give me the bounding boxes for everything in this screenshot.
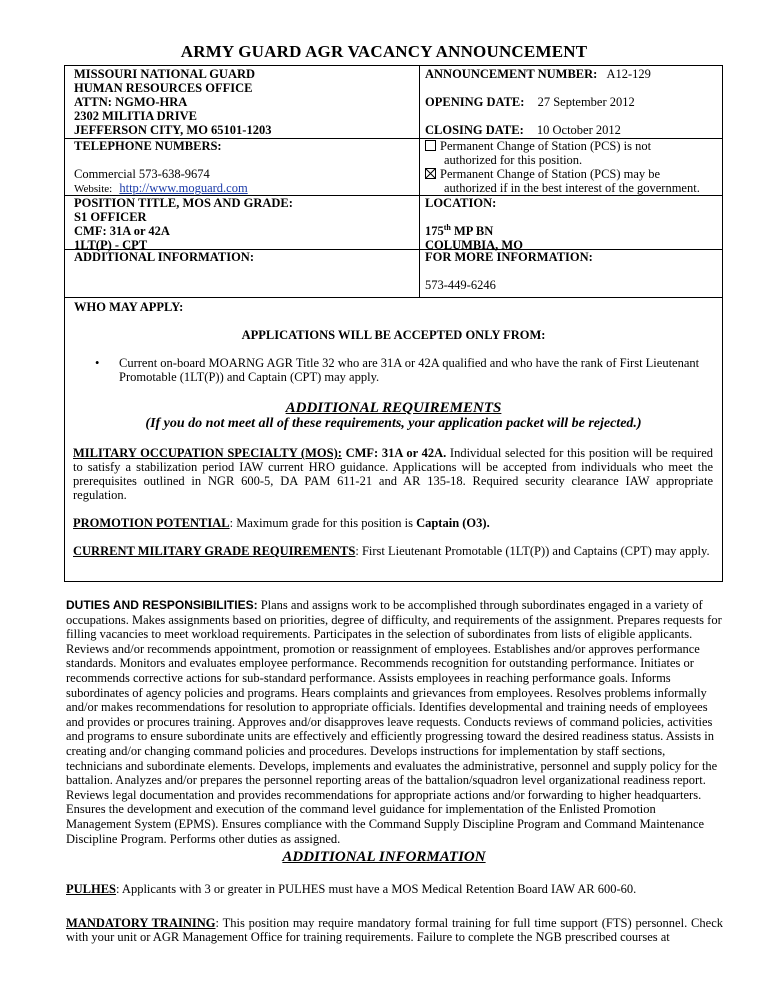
announcement-number-value: A12-129 xyxy=(606,67,651,81)
office-line: JEFFERSON CITY, MO 65101-1203 xyxy=(74,123,272,137)
office-line: 2302 MILITIA DRIVE xyxy=(74,109,197,123)
duties-label: DUTIES AND RESPONSIBILITIES: xyxy=(66,598,258,612)
commercial-phone: Commercial 573-638-9674 xyxy=(74,167,210,181)
position-section xyxy=(74,196,293,252)
closing-date xyxy=(425,123,621,137)
website-label: Website: xyxy=(74,183,113,195)
location-section xyxy=(425,196,523,252)
training-label: MANDATORY TRAINING xyxy=(66,916,216,930)
promotion-text: : Maximum grade for this position is xyxy=(229,516,417,530)
location-unit-number: 175 xyxy=(425,224,444,238)
duties-section xyxy=(66,598,723,846)
office-line: MISSOURI NATIONAL GUARD xyxy=(74,67,256,81)
opening-date-label: OPENING DATE: xyxy=(425,95,525,109)
closing-date-value: 10 October 2012 xyxy=(536,123,621,137)
who-may-apply-label: WHO MAY APPLY: xyxy=(74,300,184,314)
promotion-potential xyxy=(73,516,713,530)
duties-text: Plans and assigns work to be accomplished through subordinates engaged in a variety of occupations. Makes assignments based on priorities, degree of difficulty, and requirements of the assignment. Prepares requests for filling vacancies to meet workload requirements. Participates in the selection of subordinates from lists of eligible applicants. Reviews and/or recommends appointment, promotion or reassignment of employees. Establishes and/or approves performance standards. Monitors and evaluates employee performance. Recommends recognition for outstanding performance. Initiates or recommends corrective actions for sub-standard performance. Assists employees in reaching performance goals. Informs subordinates of agency policies and programs. Hears complaints and grievances from employees. Resolves problems informally and/or makes recommendations for resolution to appropriate officials. Identifies developmental and training needs of employees and provides or procures training. Approves and/or disapproves leave requests. Conducts reviews of command policies, activities and programs to ensure subordinate units are effectively and efficiently progressing toward the desired readiness status. Assists in creating and/or changing command policies and procedures. Develops instructions for implementation by staff sections, technicians and subordinate elements. Develops, implements and evaluates the administrative, personnel and supply policy for the battalion. Analyzes and/or prepares the personnel reporting areas of the battalion/squadron level organizational readiness report. Reviews legal documentation and provides recommendations for appropriate actions and/or forwarding to higher headquarters. Ensures the development and execution of the command level guidance for implementation of the Enlisted Promotion Management System (EPMS). Ensures compliance with the Command Supply Discipline Program and Command Maintenance Discipline Program. Performs other duties as assigned. xyxy=(66,598,722,846)
requirements-heading: ADDITIONAL REQUIREMENTS xyxy=(285,400,502,416)
location-unit-name: MP BN xyxy=(450,224,494,238)
announcement-number xyxy=(425,67,651,81)
position-title: S1 OFFICER xyxy=(74,210,147,224)
more-info-section xyxy=(425,250,593,292)
pcs-options xyxy=(425,139,719,195)
grade-label: CURRENT MILITARY GRADE REQUIREMENTS xyxy=(73,544,356,558)
rule xyxy=(65,297,722,298)
announcement-table xyxy=(64,65,723,582)
office-line: ATTN: NGMO-HRA xyxy=(74,95,188,109)
page-title: ARMY GUARD AGR VACANCY ANNOUNCEMENT xyxy=(180,42,588,61)
position-cmf: CMF: 31A or 42A xyxy=(74,224,170,238)
opening-date xyxy=(425,95,635,109)
pcs-option-text: Permanent Change of Station (PCS) is not xyxy=(440,139,652,153)
office-address xyxy=(74,67,271,137)
training-section xyxy=(66,916,723,944)
additional-information-heading: ADDITIONAL INFORMATION xyxy=(282,849,486,865)
pcs-option-text: authorized for this position. xyxy=(444,153,583,167)
location-label: LOCATION: xyxy=(425,196,497,210)
location-unit-suffix: th xyxy=(443,222,451,232)
position-label: POSITION TITLE, MOS AND GRADE: xyxy=(74,196,293,210)
training-text: : This position may require mandatory formal training for full time support (FTS) personnel. Check with your unit or AGR Management Office for training requirements. Failure to complete the NGB prescribed courses at xyxy=(66,916,723,944)
telephone-label: TELEPHONE NUMBERS: xyxy=(74,139,222,153)
office-line: HUMAN RESOURCES OFFICE xyxy=(74,81,253,95)
column-divider xyxy=(419,66,420,298)
who-may-apply-bullet: Current on-board MOARNG AGR Title 32 who are 31A or 42A qualified and who have the rank of First Lieutenant Promotable (1LT(P)) and Captain (CPT) may apply. xyxy=(119,356,700,384)
pcs-option-text: Permanent Change of Station (PCS) may be xyxy=(440,167,661,181)
pulhes-section xyxy=(66,882,723,896)
pulhes-text: : Applicants with 3 or greater in PULHES must have a MOS Medical Retention Board IAW AR 600-60. xyxy=(116,882,637,896)
requirements-heading-wrap xyxy=(65,400,722,416)
mos-text: Individual selected for this position will be required to satisfy a stabilization period IAW current HRO guidance. Applications will be accepted from individuals who meet the prerequisites outlined in NGR 600-5, DA PAM 611-21 and AR 135-18. Required security clearance IAW appropriate regulation. xyxy=(73,446,713,502)
accepted-from-heading: APPLICATIONS WILL BE ACCEPTED ONLY FROM: xyxy=(241,328,546,342)
opening-date-value: 27 September 2012 xyxy=(537,95,635,109)
position-grade: 1LT(P) - CPT xyxy=(74,238,148,252)
pcs-not-authorized-checkbox[interactable] xyxy=(425,140,436,151)
pcs-option-text: authorized if in the best interest of the government. xyxy=(444,181,700,195)
pulhes-label: PULHES xyxy=(66,882,117,896)
grade-text: : First Lieutenant Promotable (1LT(P)) and Captains (CPT) may apply. xyxy=(355,544,710,558)
mos-value: CMF: 31A or 42A. xyxy=(341,446,447,460)
mos-requirement xyxy=(73,446,713,502)
promotion-value: Captain (O3). xyxy=(416,516,490,530)
additional-info-label: ADDITIONAL INFORMATION: xyxy=(74,250,254,264)
more-info-label: FOR MORE INFORMATION: xyxy=(425,250,593,264)
pcs-may-be-authorized-checkbox[interactable] xyxy=(425,168,436,179)
additional-information-heading-wrap xyxy=(0,850,768,864)
announcement-number-label: ANNOUNCEMENT NUMBER: xyxy=(425,67,598,81)
telephone-section xyxy=(74,139,248,196)
website-link[interactable]: http://www.moguard.com xyxy=(119,181,248,195)
grade-requirements xyxy=(73,544,713,558)
location-city: COLUMBIA, MO xyxy=(425,238,523,252)
more-info-phone: 573-449-6246 xyxy=(425,278,496,292)
requirements-warning: (If you do not meet all of these requirements, your application packet will be rejected.) xyxy=(145,416,642,431)
bullet-icon: • xyxy=(95,356,100,370)
mos-label: MILITARY OCCUPATION SPECIALTY (MOS): xyxy=(73,446,342,460)
promotion-label: PROMOTION POTENTIAL xyxy=(73,516,230,530)
closing-date-label: CLOSING DATE: xyxy=(425,123,524,137)
